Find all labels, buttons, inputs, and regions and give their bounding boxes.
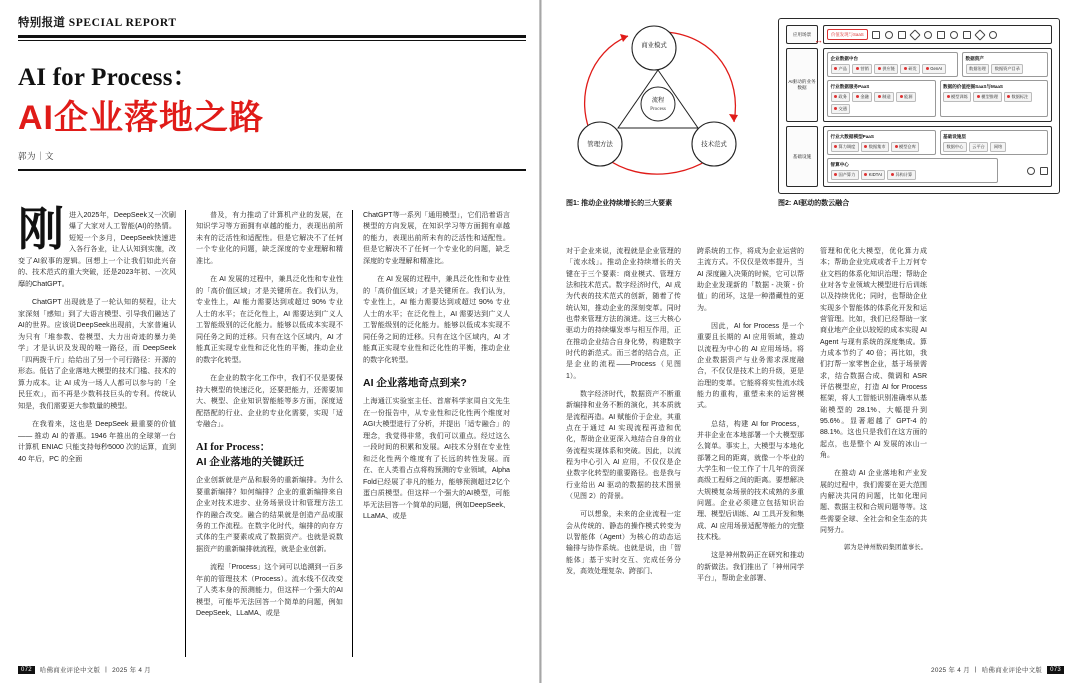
- group-smart-computing-center: [827, 158, 998, 183]
- group-title: 智算中心: [830, 161, 849, 167]
- infra-icon-strip: [1002, 158, 1048, 183]
- drop-cap: 刚: [18, 203, 64, 255]
- group-title: 行业数据服务PaaS: [830, 83, 870, 89]
- chart-icon: [937, 31, 945, 39]
- group-tags: [966, 64, 1045, 74]
- tag: 营销: [852, 64, 872, 74]
- subheading: AI 企业落地奇点到来?: [363, 377, 467, 390]
- cloud-icon: [1027, 167, 1035, 175]
- paragraph: 在 AI 发展的过程中，兼具泛化性和专业性的「高价值区域」才是关键所在。我们认为，专业性上，AI 能力需要达到或超过 90% 专业人士的水平；在泛化性上，AI 需要达到广义人工智能级别的泛化能力。能够以低成本实现不同任务之间的迁移。只有在这个区域内，AI 才能真正实现专业性和泛化性的平衡，推动企业的数字化转型。: [196, 275, 343, 364]
- page-title-cn: AI企业落地之路: [18, 98, 264, 137]
- paragraph: [18, 203, 176, 290]
- tag: 能源: [896, 92, 916, 102]
- paragraph: ChatGPT等一系列「通用模型」，它们沿着语言模型的方向发展，在知识学习等方面拥有卓越的能力，表现出前所未有的泛活性和适配性。但是它解决不了任何一个专业化的问题，缺乏深度的专业理解和精准比。: [363, 211, 510, 265]
- tag: GenAI: [922, 64, 945, 74]
- arch-row-label: 基础设施: [786, 126, 818, 187]
- folio-issue: 2025 年 4 月: [112, 667, 151, 674]
- author-bio: 郭为是神州数码集团董事长。: [843, 544, 927, 552]
- tag: 供应链: [874, 64, 898, 74]
- figures-row: [566, 18, 1060, 228]
- section-header-en: SPECIAL REPORT: [68, 17, 177, 29]
- arch-row-body: [823, 25, 1052, 44]
- figure-1-canvas: [566, 18, 762, 194]
- right-page: [540, 0, 1080, 683]
- group-industry-data-paas: [827, 80, 936, 117]
- group-data-middle-platform: [827, 52, 958, 77]
- phone-icon: [872, 31, 880, 39]
- tag: 模型训练: [943, 92, 971, 102]
- gear-icon: [950, 31, 958, 39]
- figure-2: [778, 18, 1060, 228]
- tag: 制造: [874, 92, 894, 102]
- folio-right: [931, 665, 1064, 674]
- group-tags: [943, 92, 1045, 102]
- tag: 云平台: [969, 142, 989, 152]
- left-page-content: [18, 14, 526, 657]
- paragraph: ChatGPT 出现就是了一轮认知的契程，让大家深刻「感知」到了大语言模型、引导我们融达了AI的世界。应该说DeepSeek出现前，大家普遍认为只有「堆参数、卷模型、大力出奇迹的暴力美学」才是认识及发现的唯一路径，而 DeepSeek「四两拨千斤」给给出了另一个可行路径：开源的形态。低估了企业落地大模型的技术门槛、技术的算力成本。让 AI 成为一场人人都可以参与的「全民狂欢」，而不再是少数科技巨头的专利。传统认知是，我们需要更大参数量的模型。: [18, 298, 176, 410]
- figure-1: [566, 18, 762, 228]
- paragraph: 普及，有力推动了计算机产业的发展，在知识学习等方面拥有卓越的能力，表现出前所未有的泛活性和适配性。但是它解决不了任何一个专业化的问题，缺乏深度的专业理解和精准比。: [196, 211, 343, 265]
- tag: 产品: [831, 64, 851, 74]
- figure-1-caption: 图1: 推动企业持续增长的三大要素: [566, 200, 673, 207]
- column-1: [18, 203, 185, 657]
- spread-gutter: [539, 0, 542, 683]
- page-title-en: AI for Process：: [18, 63, 198, 91]
- svg-text:商业模式: 商业模式: [641, 42, 667, 49]
- tag: 网络: [990, 142, 1005, 152]
- paragraph: 跨系统的工作，将成为企业运营的主流方式。不仅仅是效率提升，当 AI 深度融入决策的时候，它可以帮助企业发现新的「数据 - 决策 - 价值」的闭环，这是一种潜藏性的更为。: [697, 248, 804, 312]
- triangle-diagram: [566, 18, 762, 194]
- arch-row-body: [823, 126, 1052, 187]
- globe-icon: [924, 31, 932, 39]
- paragraph: 因此，AI for Process 是一个重要且长期的 AI 应用领域，推动以流程为中心的 AI 应用场场。将企业数据资产与业务需求深度融合，不仅仅是技术上的升级，更是治理的变革。它能将将实性流水线能力的重构，重塑未来的运营模式。: [697, 322, 804, 410]
- right-page-content: [566, 18, 1060, 657]
- tag: 模型推理: [973, 92, 1001, 102]
- paragraph: 对于企业来说，流程就是企业管理的「流水线」。推动企业持续增长的关键在于三个要素：商业模式、管理方法和技术范式。数字经济时代，AI 成为代表的技术范式的创新，随着了传统认知，推动企业的深刻变革。同时也带来管理方法的演进。这三大核心驱动力的持续爆发率与相互作用，正在推动企业结合自身化势，构建数字时代的新范式。而三者的结合点，正是企业的流程——Process（见图 1）。: [566, 248, 681, 380]
- paragraph: 可以想象，未来的企业流程一定会从传统的、静态的操作模式转变为以智能体（Agent）为核心的动态运输排与协作系统。也就是说，由「智能体」基于实时交互、完成任务分发，高效处理复杂、跨部门、: [566, 511, 681, 575]
- left-text-columns: [18, 203, 526, 657]
- group-title: 数据资产: [965, 55, 984, 61]
- section-header: [18, 14, 526, 35]
- column-3: [352, 210, 519, 657]
- svg-text:技术范式: 技术范式: [701, 141, 727, 148]
- cloud-icon: [989, 31, 997, 39]
- paragraph: 这是神州数码正在研究和推动的新做法。我们推出了「神州同学平台」，帮助企业部署、: [697, 552, 804, 582]
- arch-row-label: 应用场景: [786, 25, 818, 44]
- warning-icon: [909, 29, 920, 40]
- paragraph: 在企业的数字化工作中，我们不仅是要保持大模型的快速泛化，还要把能力，还需要加大、模型、企业知识智能能等多方面，深度适配搭配的行业、企业的专业化需要，实现「适专融合」。: [196, 374, 343, 429]
- shield-icon: [974, 29, 985, 40]
- tag: 政务: [831, 92, 851, 102]
- user-icon: [885, 31, 893, 39]
- figure-2-caption: 图2: AI驱动的数云融合: [778, 200, 850, 207]
- architecture-diagram: [779, 19, 1059, 193]
- paragraph: 上海通江实验室主任、首席科学家周自文先生在一份报告中，从专业性和泛化性两个维度对AGI大模型进行了分析，并提出「适专融合」的理念，我觉得非常，我们可以重点。经过这么一段时间的积累和发展。AI技术分别在专业性和泛化性两个维度有了长远的转性发展。而在、在人类看占点将构预测的专业领域，Alpha Fold已经展了非凡的能力，能够预测超过2亿个蛋白质模型。但这样一个强大的AI模型，可能毕无法回答一个简单的问题，例如DeepSeek、LLaMA、或是: [363, 397, 510, 521]
- group-industry-model-paas: [827, 130, 936, 155]
- folio-issue: 2025 年 4 月: [931, 667, 970, 674]
- chip-value-discovery: 价值发现与SaaS: [827, 29, 868, 40]
- group-title: 行业大数据模型PaaS: [830, 133, 874, 139]
- group-tags: [831, 64, 955, 74]
- folio-page-number: 073: [1047, 666, 1064, 674]
- folio-left: [18, 665, 151, 674]
- infra-subrow-2: [827, 158, 1048, 183]
- arch-row-applications: [786, 25, 1052, 44]
- group-title: 基础设施层: [943, 133, 966, 139]
- arch-subrow-2: [827, 80, 1048, 117]
- right-text-columns: [566, 246, 1060, 657]
- subheading: [196, 441, 343, 469]
- arch-top-chips: [827, 29, 1048, 40]
- group-data-assets: [962, 52, 1048, 77]
- title-rule: [18, 169, 526, 171]
- group-tags: [943, 142, 1045, 152]
- paragraph: 在 AI 发展的过程中，兼具泛化性和专业性的「高价值区域」才是关键所在。我们认为，专业性上，AI 能力需要达到或超过 90% 专业人士的水平；在泛化性上，AI 需要达到广义人工智能级别的泛化能力。能够以低成本实现不同任务之间的迁移。只有在这个区域内，AI 才能真正实现专业性和泛化性的平衡，推动企业的数字化转型。: [363, 275, 510, 364]
- group-title: 数据的价值挖掘SaaS与MaaS: [943, 83, 1003, 89]
- svg-text:Process: Process: [650, 106, 666, 112]
- arch-subrow-1: [827, 52, 1048, 77]
- paragraph: 在推动 AI 企业落地和产业发展的过程中，我们需要在更大范围内解决共同的问题，比如化理问题、数据主权和合规问题等等。这些需要全球、全社会和全生态的共同努力。: [820, 470, 927, 534]
- group-base-infrastructure: [940, 130, 1049, 155]
- paragraph: 企业创新就是产品和服务的重新编排。为什么要重新编排？如何编排？企业的重新编排来自企业对技术进步、业务场景设计和管理方法工作的融合改变。融合的结果就是创造产品或服务的工作流程。在数字化时代，编排的向存方式体的生产要素或成了数据资产。也就是说数据资产的重新编排就流程，就是企业创新。: [196, 476, 343, 553]
- byline: 郭为｜文: [18, 150, 55, 161]
- folio-page-number: 072: [18, 666, 35, 674]
- group-title: 企业数据中台: [830, 55, 859, 61]
- tag: 数据治理: [966, 64, 990, 74]
- article-title-block: [18, 57, 526, 171]
- column-4: [566, 246, 689, 657]
- header-rule-thin: [18, 40, 526, 41]
- folio-separator: |: [105, 666, 108, 673]
- figure-2-canvas: [778, 18, 1060, 194]
- folio-publication: 哈佛商业评论中文版: [981, 667, 1043, 674]
- tag: 金融: [852, 92, 872, 102]
- tag: 异构计算: [887, 170, 915, 180]
- tag: 交通: [831, 104, 851, 114]
- header-rule: [18, 35, 526, 38]
- paragraph: 数字经济时代，数据资产不断重新编排和业务不断的演化，其本质就是流程再造。AI 赋能价于企业，其重点在于通过 AI 实现流程再造和优化，帮助企业更深入地结合自身的业务流程实现体系和突破。因此，以流程为中心引入 AI 应用，不仅仅是企业数字化转型的重要路径。也是我与行业给出 AI 驱动的数据的技术图景（见图 2）的背景。: [566, 390, 681, 500]
- paragraph-text: 进入2025年，DeepSeek又一次刷爆了大家对人工智能(AI)的热情。短短一个多月，DeepSeek快速进入各行各业，让人认知到实施，改变了AI叙事的逻辑。回想上一个让我们如此兴奋的、技术范式的重大突破，还是2023年初、一次风靡的ChatGPT。: [18, 211, 176, 288]
- infra-subrow-1: [827, 130, 1048, 155]
- arch-row-body: [814, 35, 1052, 122]
- group-tags: [831, 92, 933, 114]
- tag: 国产算力: [831, 170, 859, 180]
- svg-text:流程: 流程: [651, 97, 665, 104]
- tag: 算力调度: [831, 142, 859, 152]
- group-value-mining-saas-maas: [940, 80, 1049, 117]
- column-2: [185, 210, 352, 657]
- folio-separator: |: [974, 666, 977, 673]
- section-header-cn: 特别报道: [18, 17, 66, 29]
- column-6: [812, 246, 935, 657]
- arch-row-ai-business: [786, 35, 1052, 122]
- server-icon: [1040, 167, 1048, 175]
- paragraph: 总结，构建 AI for Process，并非企业在本地部署一个大模型那么简单。事实上，大模型与本地化部署之间的距离，就像一个毕业的大学生和一位工作了十几年的资深高级工程师之间的距离。要想解决大规模复杂场景的技术成熟的多重问题。企业必须建立包括知识治理、模型后训练、AI 工具开发和集成、AI 应用场景适配等能力的完整技术栈。: [697, 420, 804, 541]
- folio-publication: 哈佛商业评论中文版: [39, 667, 101, 674]
- tag: 研发: [900, 64, 920, 74]
- paragraph: 流程「Process」这个词可以追溯到一百多年前的管理技术（Process）。流水线不仅改变了人类本身的预测能力，但这样一个强大的AI模型，可能毕无法回答一个简单的问题，例如DeepSeek、LLaMA、或是: [196, 563, 343, 618]
- column-5: [689, 246, 812, 657]
- doc-icon: [963, 31, 971, 39]
- icon-strip: [872, 31, 1048, 39]
- group-tags: [831, 142, 933, 152]
- arch-row-infrastructure: [786, 126, 1052, 187]
- tag: 数据中心: [943, 142, 967, 152]
- tag: 模型仓库: [891, 142, 919, 152]
- bidirectional-arrow-icon: ↔: [814, 35, 823, 45]
- arch-row-label: AI驱动的业务数据: [786, 48, 818, 122]
- tag: 数据集市: [861, 142, 889, 152]
- group-tags: [831, 170, 995, 180]
- paragraph: 管理和优化大模型，优化算力成本；帮助企业完成或者千上万何专业文档的体系化知识治理；帮助企业对各专业领域大模型进行后训练以及持续优化；同时，也帮助企业实现多个智能体的体系化开发和运营管理。比如，我们已经帮助一家商业地产企业以较短的成本实现 AI Agent 与现有系统的深度集成。算力成本节约了 40 倍；再比如，我们打帮一家零售企业，基于场景需求，结合数据合成、微调和 ASR 评估模型应，打造 AI for Process 框架，将人工智能识别准确率从基础模型的 28.1%、大幅提升到 95.6%。显著超越了 GPT-4 的 88.1%。这也只是我们在这方面的起点，也是整个 AI 发展的冰山一角。: [820, 248, 927, 459]
- subheading-line-2: AI 企业落地的关键跃迁: [196, 455, 304, 468]
- tag: KIDTAI: [861, 170, 886, 180]
- tag: 数据标注: [1004, 92, 1032, 102]
- tag: 数据资产目录: [991, 64, 1023, 74]
- svg-text:管理方法: 管理方法: [587, 141, 613, 148]
- monitor-icon: [898, 31, 906, 39]
- subheading-line-1: AI for Process：: [196, 441, 271, 453]
- paragraph: 在我看来，这也是 DeepSeek 最重要的价值 —— 推动 AI 的普惠。1946 年推出的全球第一台计算机 ENIAC 只能支持每秒5000 次的运算，直到 40 年后，PC 的全面: [18, 420, 176, 463]
